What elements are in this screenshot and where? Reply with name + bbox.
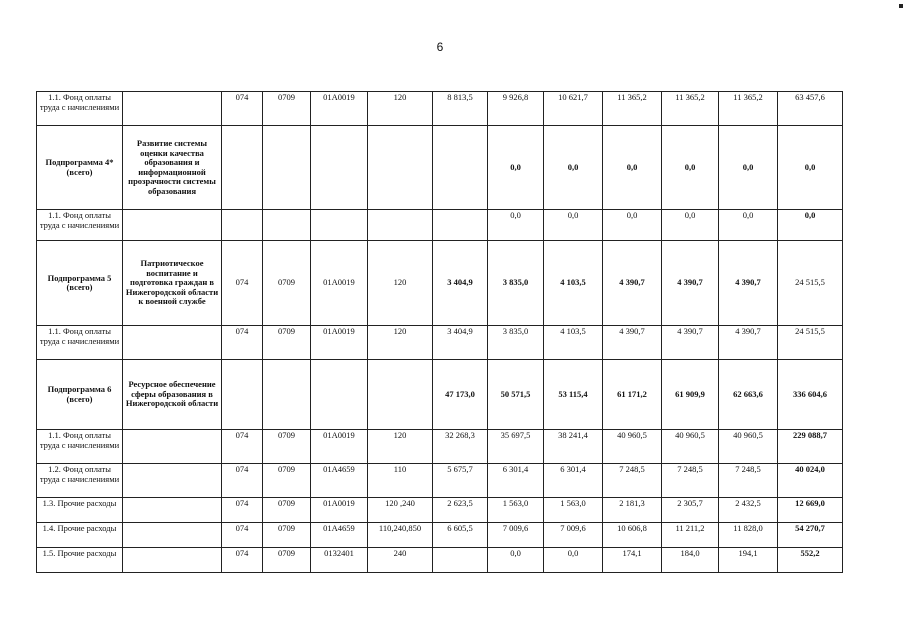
code-target — [311, 210, 368, 241]
value-year: 0,0 — [544, 548, 603, 573]
row-description — [123, 326, 222, 360]
row-label: 1.4. Прочие расходы — [37, 523, 123, 548]
row-label: 1.3. Прочие расходы — [37, 498, 123, 523]
code-admin: 074 — [222, 464, 263, 498]
code-admin: 074 — [222, 241, 263, 326]
value-year: 7 248,5 — [603, 464, 662, 498]
value-year: 4 390,7 — [719, 326, 778, 360]
value-year: 0,0 — [603, 210, 662, 241]
code-expense-type: 120 — [368, 241, 433, 326]
row-label: 1.1. Фонд оплаты труда с начислениями — [37, 430, 123, 464]
code-expense-type: 120 — [368, 430, 433, 464]
budget-table — [36, 91, 843, 573]
code-target: 01А0019 — [311, 326, 368, 360]
value-year: 50 571,5 — [488, 360, 544, 430]
code-target: 0132401 — [311, 548, 368, 573]
code-section: 0709 — [263, 464, 311, 498]
table-row — [37, 92, 843, 126]
row-label: 1.1. Фонд оплаты труда с начислениями — [37, 326, 123, 360]
value-year: 7 009,6 — [544, 523, 603, 548]
value-year: 4 390,7 — [603, 241, 662, 326]
value-year: 0,0 — [603, 126, 662, 210]
value-year: 40 960,5 — [719, 430, 778, 464]
value-year: 4 390,7 — [603, 326, 662, 360]
value-year: 0,0 — [719, 210, 778, 241]
code-section: 0709 — [263, 241, 311, 326]
value-year: 4 103,5 — [544, 241, 603, 326]
code-target: 01А0019 — [311, 498, 368, 523]
code-target: 01А0019 — [311, 430, 368, 464]
value-year: 40 960,5 — [603, 430, 662, 464]
value-year: 11 365,2 — [603, 92, 662, 126]
code-section: 0709 — [263, 548, 311, 573]
value-year: 0,0 — [662, 210, 719, 241]
value-year: 53 115,4 — [544, 360, 603, 430]
value-year — [433, 126, 488, 210]
value-year: 2 181,3 — [603, 498, 662, 523]
value-year: 11 828,0 — [719, 523, 778, 548]
value-year: 1 563,0 — [488, 498, 544, 523]
code-admin: 074 — [222, 498, 263, 523]
value-total: 54 270,7 — [778, 523, 843, 548]
value-year: 40 960,5 — [662, 430, 719, 464]
row-label: Подпрограмма 6 (всего) — [37, 360, 123, 430]
value-total: 12 669,0 — [778, 498, 843, 523]
table-row — [37, 241, 843, 326]
table-row — [37, 210, 843, 241]
table-row — [37, 498, 843, 523]
code-target: 01А4659 — [311, 464, 368, 498]
value-year: 62 663,6 — [719, 360, 778, 430]
value-year: 3 404,9 — [433, 241, 488, 326]
row-description — [123, 498, 222, 523]
value-year: 0,0 — [544, 126, 603, 210]
value-year: 0,0 — [488, 126, 544, 210]
value-total: 552,2 — [778, 548, 843, 573]
value-total: 0,0 — [778, 210, 843, 241]
value-year: 194,1 — [719, 548, 778, 573]
value-year: 10 621,7 — [544, 92, 603, 126]
value-year: 2 623,5 — [433, 498, 488, 523]
value-year: 11 211,2 — [662, 523, 719, 548]
row-label: 1.2. Фонд оплаты труда с начислениями — [37, 464, 123, 498]
row-description: Патриотическое воспитание и подготовка граждан в Нижегородской области к военной службе — [123, 241, 222, 326]
code-admin: 074 — [222, 430, 263, 464]
table-row — [37, 430, 843, 464]
code-target: 01А4659 — [311, 523, 368, 548]
value-total: 40 024,0 — [778, 464, 843, 498]
corner-mark — [899, 4, 903, 8]
value-year: 0,0 — [662, 126, 719, 210]
value-year: 4 390,7 — [719, 241, 778, 326]
value-year: 2 432,5 — [719, 498, 778, 523]
value-year: 47 173,0 — [433, 360, 488, 430]
row-description — [123, 548, 222, 573]
value-year: 61 909,9 — [662, 360, 719, 430]
code-section: 0709 — [263, 523, 311, 548]
value-total: 63 457,6 — [778, 92, 843, 126]
value-year: 6 301,4 — [488, 464, 544, 498]
value-year: 1 563,0 — [544, 498, 603, 523]
value-year: 32 268,3 — [433, 430, 488, 464]
value-year: 9 926,8 — [488, 92, 544, 126]
code-admin — [222, 126, 263, 210]
value-year: 6 301,4 — [544, 464, 603, 498]
row-description — [123, 210, 222, 241]
code-expense-type: 240 — [368, 548, 433, 573]
table-row — [37, 548, 843, 573]
code-expense-type: 120 — [368, 92, 433, 126]
value-year: 3 835,0 — [488, 241, 544, 326]
code-admin: 074 — [222, 92, 263, 126]
value-total: 24 515,5 — [778, 241, 843, 326]
value-year: 4 390,7 — [662, 241, 719, 326]
code-target: 01А0019 — [311, 92, 368, 126]
value-year: 11 365,2 — [662, 92, 719, 126]
code-expense-type: 110,240,850 — [368, 523, 433, 548]
code-expense-type: 110 — [368, 464, 433, 498]
value-year: 0,0 — [488, 548, 544, 573]
value-year — [433, 210, 488, 241]
value-year — [433, 548, 488, 573]
code-section: 0709 — [263, 326, 311, 360]
value-year: 0,0 — [488, 210, 544, 241]
value-year: 38 241,4 — [544, 430, 603, 464]
row-label: Подпрограмма 4* (всего) — [37, 126, 123, 210]
table-row — [37, 360, 843, 430]
code-expense-type — [368, 360, 433, 430]
code-section: 0709 — [263, 430, 311, 464]
code-target: 01А0019 — [311, 241, 368, 326]
value-year: 8 813,5 — [433, 92, 488, 126]
value-year: 7 248,5 — [662, 464, 719, 498]
row-description: Ресурсное обеспечение сферы образования в Нижегородской области — [123, 360, 222, 430]
code-expense-type: 120 — [368, 326, 433, 360]
code-expense-type: 120 ,240 — [368, 498, 433, 523]
value-year: 2 305,7 — [662, 498, 719, 523]
table-body — [37, 92, 843, 573]
row-description — [123, 464, 222, 498]
code-expense-type — [368, 210, 433, 241]
value-year: 5 675,7 — [433, 464, 488, 498]
value-year: 35 697,5 — [488, 430, 544, 464]
table-row — [37, 464, 843, 498]
code-admin: 074 — [222, 326, 263, 360]
value-year: 7 248,5 — [719, 464, 778, 498]
row-label: 1.5. Прочие расходы — [37, 548, 123, 573]
code-expense-type — [368, 126, 433, 210]
table-row — [37, 326, 843, 360]
value-year: 4 103,5 — [544, 326, 603, 360]
value-year: 0,0 — [719, 126, 778, 210]
value-year: 184,0 — [662, 548, 719, 573]
value-year: 10 606,8 — [603, 523, 662, 548]
row-label: 1.1. Фонд оплаты труда с начислениями — [37, 210, 123, 241]
value-year: 0,0 — [544, 210, 603, 241]
code-admin — [222, 210, 263, 241]
value-total: 336 604,6 — [778, 360, 843, 430]
code-section — [263, 126, 311, 210]
value-year: 3 835,0 — [488, 326, 544, 360]
page-number: 6 — [436, 40, 444, 54]
code-admin — [222, 360, 263, 430]
value-total: 0,0 — [778, 126, 843, 210]
table-row — [37, 126, 843, 210]
value-year: 174,1 — [603, 548, 662, 573]
code-section — [263, 360, 311, 430]
code-target — [311, 126, 368, 210]
code-section — [263, 210, 311, 241]
value-year: 3 404,9 — [433, 326, 488, 360]
value-year: 7 009,6 — [488, 523, 544, 548]
row-description — [123, 92, 222, 126]
code-target — [311, 360, 368, 430]
value-year: 6 605,5 — [433, 523, 488, 548]
value-year: 61 171,2 — [603, 360, 662, 430]
code-section: 0709 — [263, 92, 311, 126]
value-year: 4 390,7 — [662, 326, 719, 360]
code-admin: 074 — [222, 523, 263, 548]
code-section: 0709 — [263, 498, 311, 523]
row-description — [123, 430, 222, 464]
table-row — [37, 523, 843, 548]
value-year: 11 365,2 — [719, 92, 778, 126]
code-admin: 074 — [222, 548, 263, 573]
row-description: Развитие системы оценки качества образования и информационной прозрачности системы образования — [123, 126, 222, 210]
row-label: 1.1. Фонд оплаты труда с начислениями — [37, 92, 123, 126]
value-total: 229 088,7 — [778, 430, 843, 464]
value-total: 24 515,5 — [778, 326, 843, 360]
row-description — [123, 523, 222, 548]
row-label: Подпрограмма 5 (всего) — [37, 241, 123, 326]
